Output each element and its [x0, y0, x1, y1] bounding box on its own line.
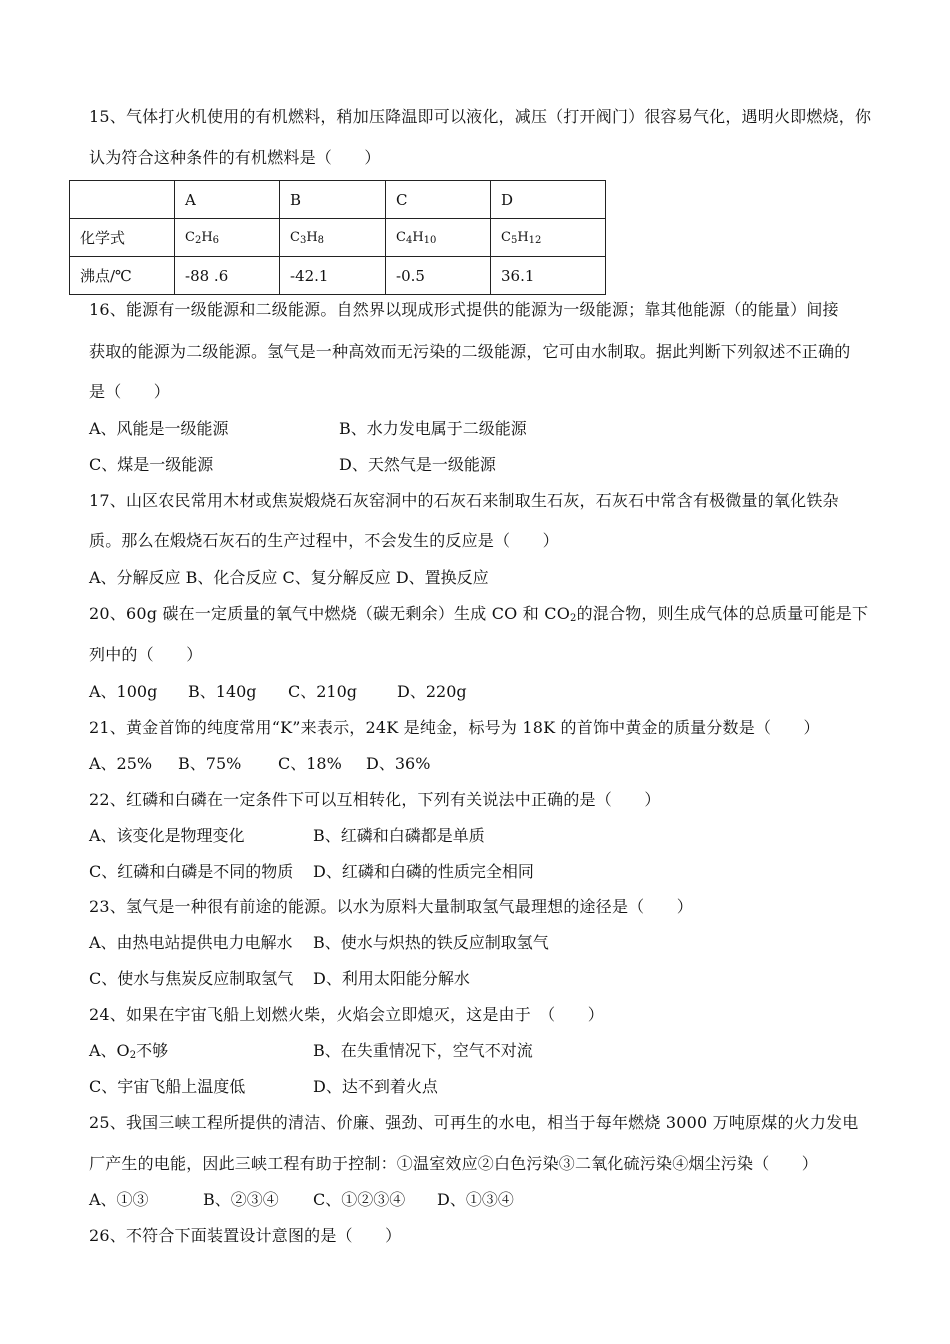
q22-option-b: B、红磷和白磷都是单质 [313, 826, 485, 845]
q24-option-c: C、宇宙飞船上温度低 [89, 1077, 246, 1096]
boiling-point-c: -0.5 [386, 257, 491, 295]
q16-option-c: C、煤是一级能源 [89, 455, 214, 474]
q25-option-d: D、①③④ [437, 1190, 514, 1209]
q25-stem-line1: 25、我国三峡工程所提供的清洁、价廉、强劲、可再生的水电，相当于每年燃烧 3000 万吨原煤的火力发电 [89, 1113, 859, 1132]
q16-stem-line3: 是（ ） [89, 382, 171, 401]
q22-option-d: D、红磷和白磷的性质完全相同 [313, 862, 534, 881]
boiling-point-b: -42.1 [280, 257, 386, 295]
q20-option-b: B、140g [188, 682, 257, 701]
q20-option-a: A、100g [89, 682, 158, 701]
q21-option-c: C、18% [278, 754, 342, 773]
q21-stem-line1: 21、黄金首饰的纯度常用“K”来表示，24K 是纯金，标号为 18K 的首饰中黄金的质量分数是（ ） [89, 718, 820, 737]
row-label-formula: 化学式 [70, 219, 175, 257]
q17-stem-line2: 质。那么在煅烧石灰石的生产过程中，不会发生的反应是（ ） [89, 531, 559, 550]
q20-option-c: C、210g [288, 682, 358, 701]
table-header-d: D [491, 181, 606, 219]
q24-option-a: A、$O_2$不够 [89, 1041, 169, 1061]
q20-stem-line2: 列中的（ ） [89, 645, 203, 664]
q21-option-d: D、36% [366, 754, 431, 773]
table-header-c: C [386, 181, 491, 219]
q22-option-a: A、该变化是物理变化 [89, 826, 245, 845]
q25-option-b: B、②③④ [203, 1190, 279, 1209]
q22-option-c: C、红磷和白磷是不同的物质 [89, 862, 294, 881]
q16-stem-line2: 获取的能源为二级能源。氢气是一种高效而无污染的二级能源，它可由水制取。据此判断下列叙述不正确的 [89, 342, 851, 361]
table-corner-cell [70, 181, 175, 219]
formula-c: $C_4H_{10}$ [386, 219, 491, 257]
q17-options: A、分解反应 B、化合反应 C、复分解反应 D、置换反应 [89, 568, 489, 587]
q22-stem-line1: 22、红磷和白磷在一定条件下可以互相转化，下列有关说法中正确的是（ ） [89, 790, 661, 809]
table-header-a: A [175, 181, 280, 219]
q16-option-b: B、水力发电属于二级能源 [339, 419, 527, 438]
q16-stem-line1: 16、能源有一级能源和二级能源。自然界以现成形式提供的能源为一级能源；靠其他能源（的能量）间接 [89, 300, 839, 319]
table-row-boiling-point [70, 257, 606, 295]
q24-stem-line1: 24、如果在宇宙飞船上划燃火柴，火焰会立即熄灭，这是由于 （ ） [89, 1005, 604, 1024]
q21-option-a: A、25% [89, 754, 153, 773]
q23-option-b: B、使水与炽热的铁反应制取氢气 [313, 933, 549, 952]
q20-option-d: D、220g [397, 682, 467, 701]
q23-option-a: A、由热电站提供电力电解水 [89, 933, 293, 952]
q20-stem-line1: 20、60g 碳在一定质量的氧气中燃烧（碳无剩余）生成 CO 和 $CO_2$的混合物，则生成气体的总质量可能是下 [89, 604, 869, 624]
q15-stem-line2: 认为符合这种条件的有机燃料是（ ） [89, 148, 381, 167]
q16-option-d: D、天然气是一级能源 [339, 455, 496, 474]
q23-option-d: D、利用太阳能分解水 [313, 969, 470, 988]
q25-option-a: A、①③ [89, 1190, 149, 1209]
row-label-boiling-point: 沸点/℃ [70, 257, 175, 295]
fuel-table [69, 180, 606, 295]
q15-stem-line1: 15、气体打火机使用的有机燃料，稍加压降温即可以液化，减压（打开阀门）很容易气化，遇明火即燃烧，你 [89, 107, 872, 126]
q23-stem-line1: 23、氢气是一种很有前途的能源。以水为原料大量制取氢气最理想的途径是（ ） [89, 897, 693, 916]
q25-option-c: C、①②③④ [313, 1190, 406, 1209]
table-header-row [70, 181, 606, 219]
q23-option-c: C、使水与焦炭反应制取氢气 [89, 969, 294, 988]
formula-d: $C_5H_{12}$ [491, 219, 606, 257]
q26-stem-line1: 26、不符合下面装置设计意图的是（ ） [89, 1226, 402, 1245]
table-header-b: B [280, 181, 386, 219]
boiling-point-a: -88 .6 [175, 257, 280, 295]
q17-stem-line1: 17、山区农民常用木材或焦炭煅烧石灰窑洞中的石灰石来制取生石灰，石灰石中常含有极微量的氧化铁杂 [89, 491, 839, 510]
q24-option-d: D、达不到着火点 [313, 1077, 438, 1096]
q24-option-b: B、在失重情况下，空气不对流 [313, 1041, 533, 1060]
q21-option-b: B、75% [178, 754, 242, 773]
formula-a: $C_2H_6$ [175, 219, 280, 257]
table-row-formula [70, 219, 606, 257]
formula-b: $C_3H_8$ [280, 219, 386, 257]
q25-stem-line2: 厂产生的电能，因此三峡工程有助于控制：①温室效应②白色污染③二氧化硫污染④烟尘污染（ ） [89, 1154, 819, 1173]
boiling-point-d: 36.1 [491, 257, 606, 295]
q16-option-a: A、风能是一级能源 [89, 419, 229, 438]
